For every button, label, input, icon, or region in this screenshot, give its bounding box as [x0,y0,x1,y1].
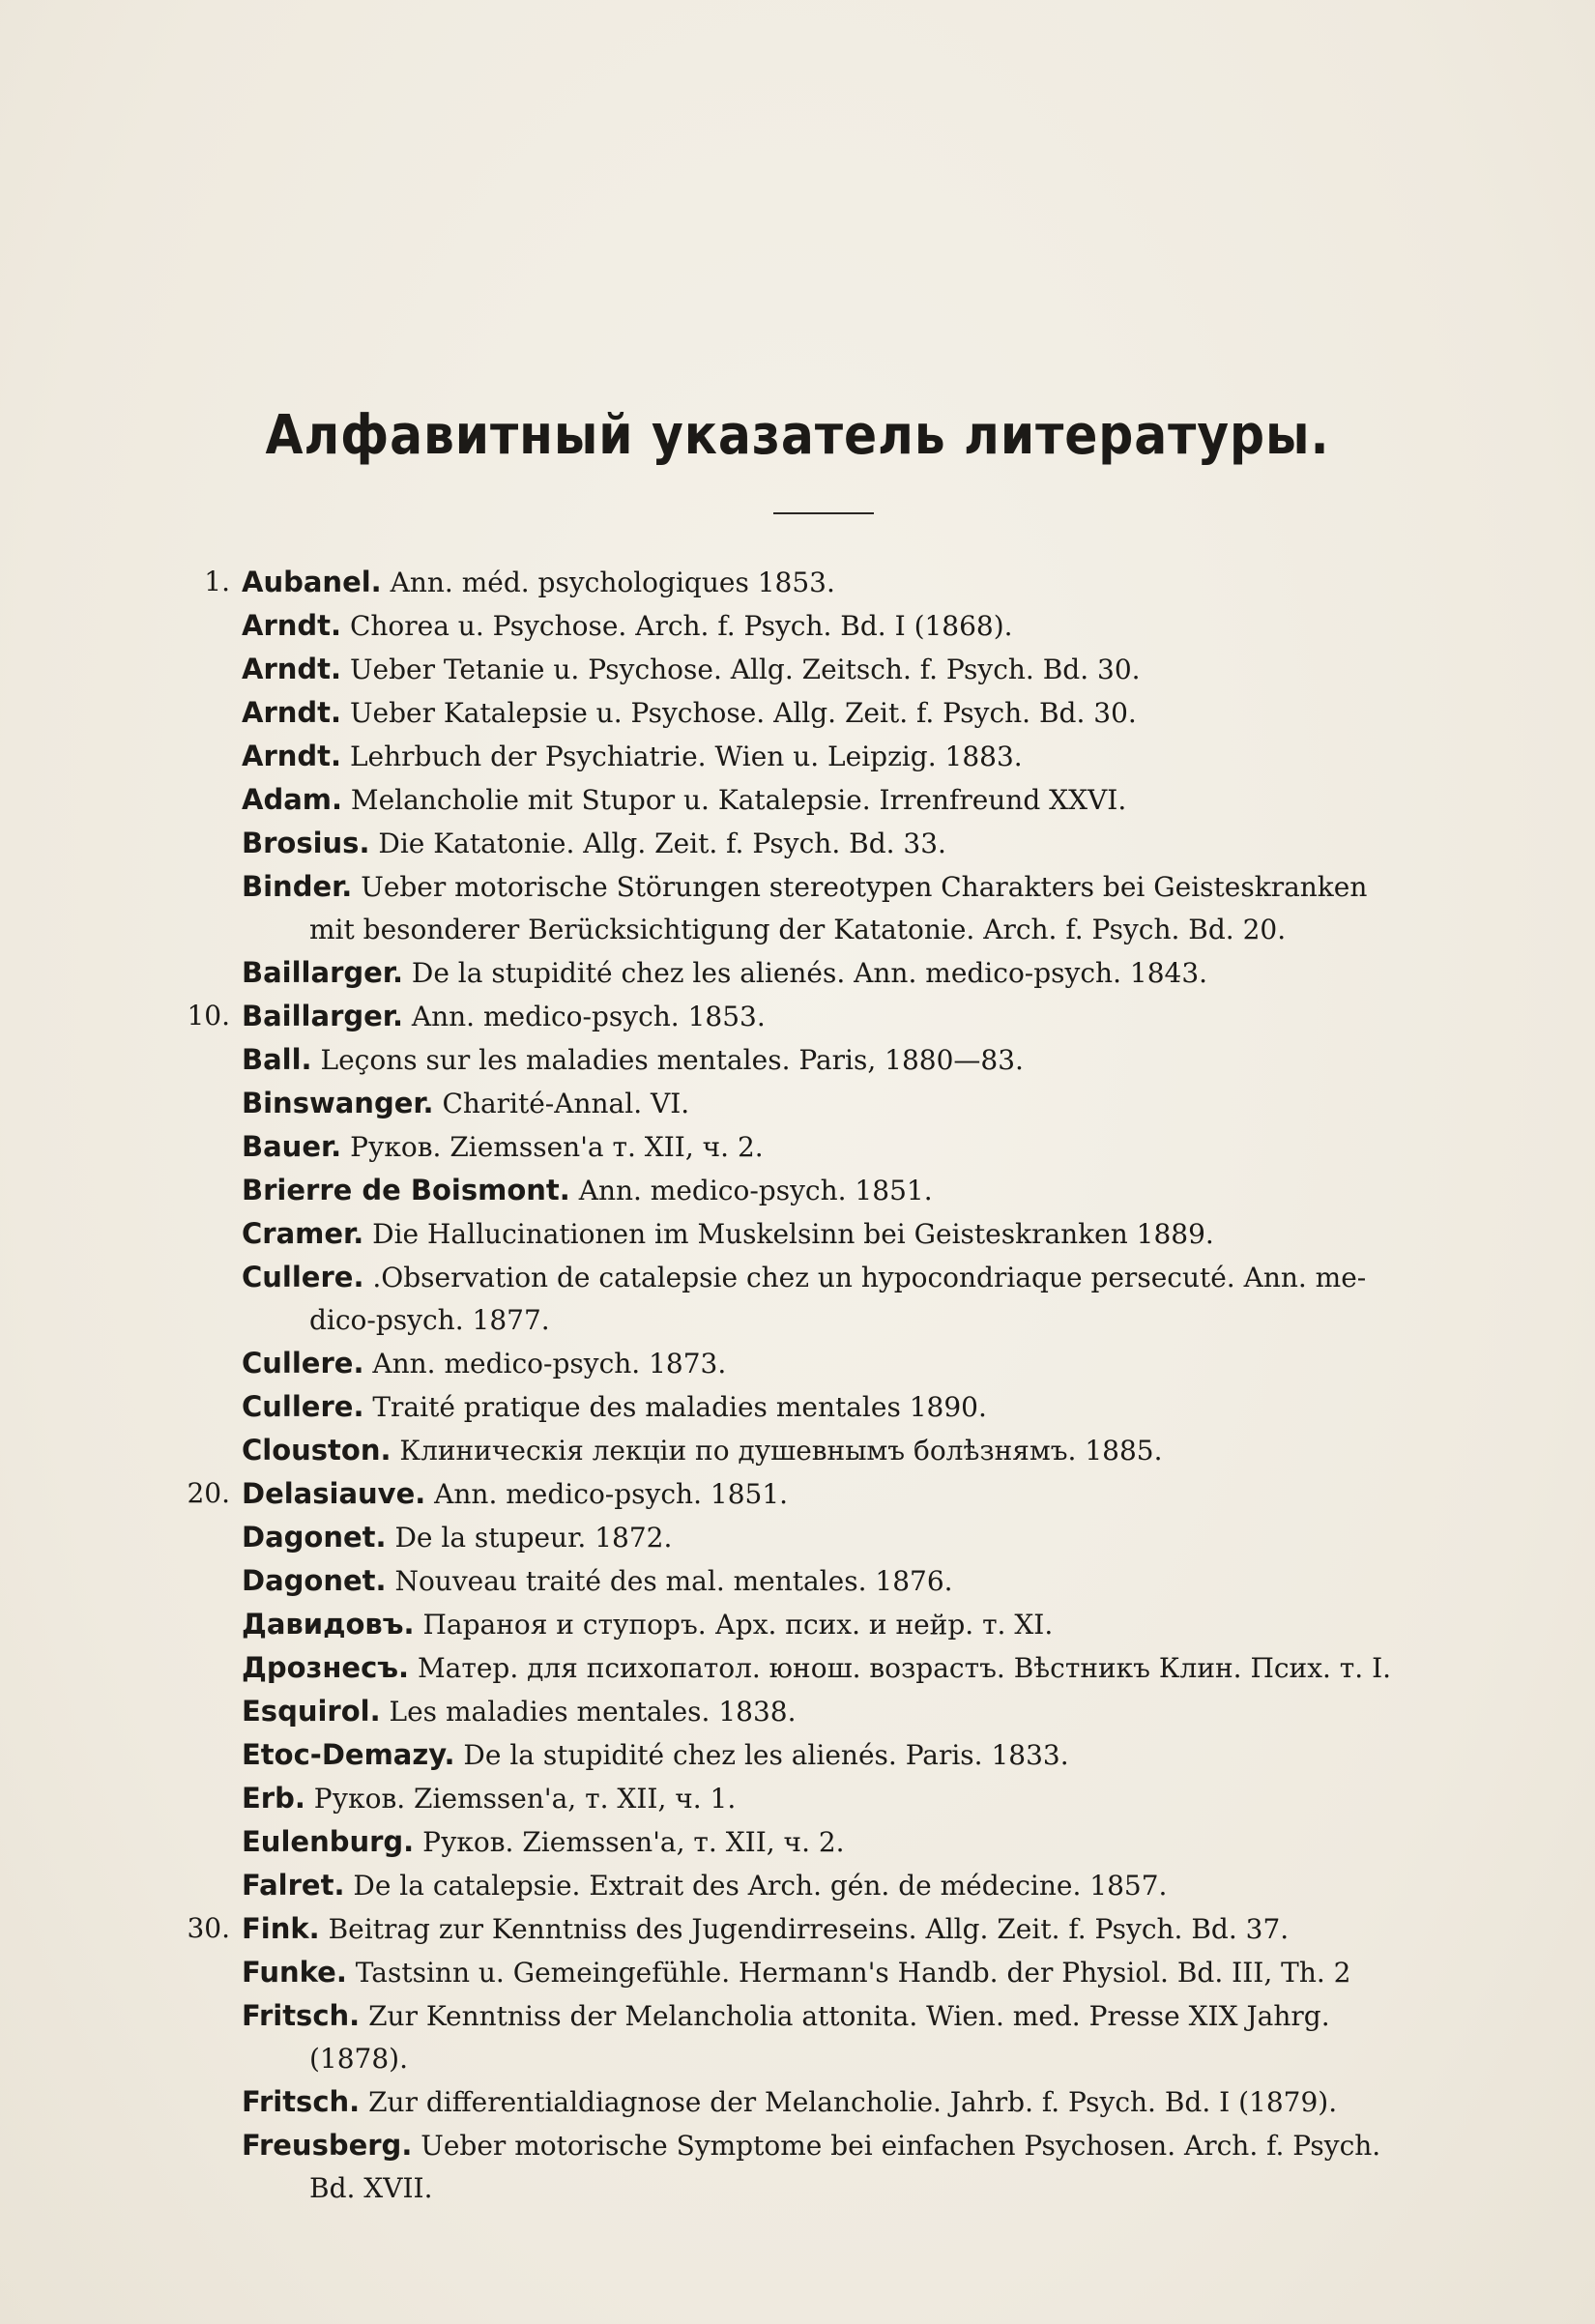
entry-line [242,865,1508,909]
entry-line [242,735,1508,778]
entry-text: Les maladies mentales. 1838. [389,1696,797,1728]
entry-line [242,648,1508,691]
entry-text: Lehrbuch der Psychiatrie. Wien u. Leipzig. 1883. [349,741,1023,772]
bibliography-entry [155,822,1508,865]
entry-author: Aubanel. [242,566,382,598]
bibliography-entry [155,1082,1508,1125]
entry-author: Falret. [242,1869,345,1902]
bibliography-entry [155,778,1508,822]
entry-text: Руков. Ziemssen'a, т. XII, ч. 1. [313,1783,737,1815]
entry-author: Eulenburg. [242,1825,415,1858]
entry-line [242,1385,1508,1429]
entry-text: De la stupidité chez les alienés. Ann. medico-psych. 1843. [411,957,1208,989]
entry-line [242,1125,1508,1169]
entry-line [242,1038,1508,1082]
entry-text: Ueber motorische Störungen stereotypen Charakters bei Geisteskranken [361,871,1368,903]
entry-line [242,1429,1508,1472]
entry-text: Charité-Annal. VI. [442,1088,690,1119]
bibliography-entry [155,735,1508,778]
bibliography-entry [155,2124,1508,2210]
entry-text: Параноя и ступоръ. Арх. псих. и нейр. т. XI. [422,1609,1054,1641]
bibliography-entry [155,1516,1508,1559]
entry-line [242,1169,1508,1212]
bibliography-entry [155,1038,1508,1082]
entry-text: Melancholie mit Stupor u. Katalepsie. Irrenfreund XXVI. [350,784,1127,816]
entry-author: Arndt. [242,740,342,772]
entry-author: Binder. [242,870,353,903]
entry-author: Funke. [242,1956,347,1989]
entry-author: Delasiauve. [242,1477,426,1510]
entry-text: Ann. medico-psych. 1873. [372,1348,727,1380]
entry-line [242,1994,1508,2038]
entry-line [242,951,1508,995]
bibliography-entry [155,1169,1508,1212]
entry-text: Ann. méd. psychologiques 1853. [390,566,835,598]
entry-line [242,1603,1508,1646]
bibliography-entry [155,1907,1508,1951]
entry-text: .Observation de catalepsie chez un hypocondriaque persecuté. Ann. me- [372,1262,1367,1293]
entry-line [242,1820,1508,1864]
entry-text: Nouveau traité des mal. mentales. 1876. [394,1565,953,1597]
entry-author: Cramer. [242,1217,364,1250]
entry-text: Руков. Ziemssen'a, т. XII, ч. 2. [422,1826,845,1858]
entry-text: Ueber motorische Symptome bei einfachen Psychosen. Arch. f. Psych. [420,2130,1381,2162]
bibliography-entry [155,648,1508,691]
bibliography-entry [155,1733,1508,1777]
entry-text: Руков. Ziemssen'a т. XII, ч. 2. [350,1131,764,1163]
entry-text: De la stupeur. 1872. [394,1522,673,1554]
entry-line [242,1516,1508,1559]
bibliography-entry [155,1690,1508,1733]
entry-author: Давидовъ. [242,1608,415,1641]
entry-line [242,1256,1508,1299]
entry-author: Brosius. [242,827,370,859]
bibliography-entry [155,1864,1508,1907]
entry-number: 10. [187,1000,230,1031]
entry-continuation: mit besonderer Berücksichtigung der Katatonie. Arch. f. Psych. Bd. 20. [309,914,1287,945]
entry-text: Ann. medico-psych. 1851. [434,1478,789,1510]
bibliography-entry [155,1342,1508,1385]
entry-text: Beitrag zur Kenntniss des Jugendirreseins. Allg. Zeit. f. Psych. Bd. 37. [328,1913,1290,1945]
entry-author: Brierre de Boismont. [242,1174,570,1206]
entry-author: Etoc-Demazy. [242,1738,455,1771]
entry-continuation: dico-psych. 1877. [309,1304,550,1336]
entry-line [242,1646,1508,1690]
bibliography-entry [155,1777,1508,1820]
bibliography-entry [155,1472,1508,1516]
entry-line [242,778,1508,822]
entry-author: Fink. [242,1912,320,1945]
entry-text: Ueber Tetanie u. Psychose. Allg. Zeitsch. f. Psych. Bd. 30. [349,654,1141,685]
entry-line [204,561,1508,604]
bibliography-entry [155,1994,1508,2080]
entry-author: Dagonet. [242,1564,387,1597]
entry-continuation: (1878). [309,2043,409,2075]
title-divider [773,512,874,514]
entry-text: Zur differentialdiagnose der Melancholie. Jahrb. f. Psych. Bd. I (1879). [368,2086,1338,2118]
bibliography-entry [155,1646,1508,1690]
entry-text: Zur Kenntniss der Melancholia attonita. Wien. med. Presse XIX Jahrg. [368,2000,1330,2032]
entry-line [242,1733,1508,1777]
entry-text: Traité pratique des maladies mentales 1890. [372,1391,987,1423]
bibliography-entry [155,1212,1508,1256]
entry-author: Arndt. [242,653,342,685]
bibliography-entry [155,1256,1508,1342]
entry-number: 20. [187,1477,230,1509]
entry-line [187,995,1508,1038]
entry-text: Матер. для психопатол. юнош. возрастъ. Вѣстникъ Клин. Псих. т. I. [417,1652,1392,1684]
entry-text: Tastsinn u. Gemeingefühle. Hermann's Handb. der Physiol. Bd. III, Th. 2 [355,1957,1351,1989]
entry-text: Клиническія лекціи по душевнымъ болѣзнямъ. 1885. [399,1435,1163,1467]
entry-text: De la catalepsie. Extrait des Arch. gén. de médecine. 1857. [353,1870,1168,1902]
bibliography-entry [155,1125,1508,1169]
entry-line [187,1472,1508,1516]
entry-author: Adam. [242,783,343,816]
bibliography-entry [155,1603,1508,1646]
entry-number: 1. [204,566,230,597]
bibliography-entry [155,1820,1508,1864]
entry-number: 30. [187,1912,230,1944]
entry-author: Baillarger. [242,956,403,989]
entry-author: Arndt. [242,696,342,729]
entry-author: Cullere. [242,1390,364,1423]
entry-author: Fritsch. [242,1999,361,2032]
bibliography-entry [155,951,1508,995]
bibliography-entry [155,1951,1508,1994]
entry-text: Ann. medico-psych. 1851. [578,1175,933,1206]
entry-line [242,1690,1508,1733]
bibliography-entry [155,2080,1508,2124]
entry-author: Erb. [242,1782,305,1815]
entry-line [242,1082,1508,1125]
entry-author: Dagonet. [242,1521,387,1554]
entry-line [242,1864,1508,1907]
entry-author: Freusberg. [242,2129,413,2162]
entry-text: Ueber Katalepsie u. Psychose. Allg. Zeit. f. Psych. Bd. 30. [349,697,1137,729]
entry-author: Cullere. [242,1347,364,1380]
bibliography-entry [155,865,1508,951]
entry-line [187,1907,1508,1951]
entry-author: Esquirol. [242,1695,381,1728]
entry-line [242,1212,1508,1256]
entry-line [242,1777,1508,1820]
entry-line [242,2124,1508,2167]
bibliography-entry [155,1385,1508,1429]
entry-line [242,1342,1508,1385]
entry-text: Chorea u. Psychose. Arch. f. Psych. Bd. I (1868). [349,610,1013,642]
entry-author: Дрознесъ. [242,1651,410,1684]
entry-author: Clouston. [242,1434,392,1467]
bibliography-entry [155,1559,1508,1603]
entry-author: Ball. [242,1043,312,1076]
bibliography-list [155,561,1508,2210]
entry-line [242,822,1508,865]
entry-line [242,1951,1508,1994]
bibliography-entry [155,561,1508,604]
entry-author: Binswanger. [242,1087,434,1119]
entry-text: Die Katatonie. Allg. Zeit. f. Psych. Bd. 33. [378,828,946,859]
entry-author: Arndt. [242,609,342,642]
entry-author: Baillarger. [242,1000,403,1032]
entry-author: Fritsch. [242,2085,361,2118]
entry-text: De la stupidité chez les alienés. Paris. 1833. [463,1739,1069,1771]
page-title: Алфавитный указатель литературы. [265,404,1330,467]
entry-text: Die Hallucinationen im Muskelsinn bei Geisteskranken 1889. [372,1218,1214,1250]
bibliography-entry [155,691,1508,735]
entry-text: Ann. medico-psych. 1853. [411,1001,766,1032]
entry-line [242,2080,1508,2124]
entry-text: Leçons sur les maladies mentales. Paris, 1880—83. [320,1044,1024,1076]
entry-line [242,1559,1508,1603]
bibliography-entry [155,604,1508,648]
entry-author: Bauer. [242,1130,342,1163]
bibliography-entry [155,1429,1508,1472]
entry-line [242,691,1508,735]
entry-continuation: Bd. XVII. [309,2172,433,2204]
entry-author: Cullere. [242,1261,364,1293]
bibliography-entry [155,995,1508,1038]
entry-line [242,604,1508,648]
